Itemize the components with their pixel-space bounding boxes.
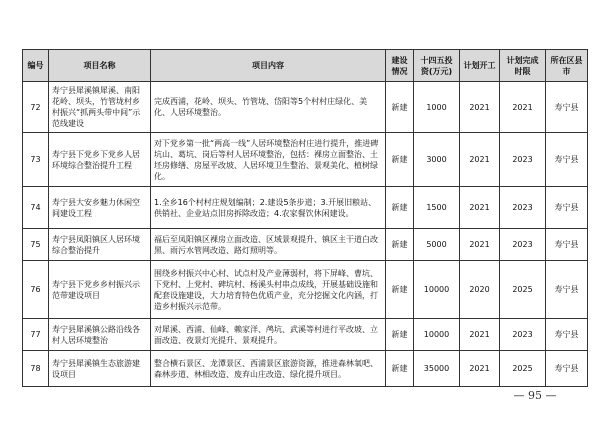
cell-project-content: 对犀溪、西浦、仙峰、赖家洋、鸬坑、武溪等村进行平改坡、立面改造、夜景灯光提升、景观提升。 [151,319,386,351]
table-row [23,261,588,319]
cell-county: 寿宁县 [546,319,588,351]
cell-investment: 1500 [414,187,460,229]
cell-number: 76 [23,261,49,319]
cell-county: 寿宁县 [546,229,588,261]
header-investment: 十四五投资(万元) [414,50,460,82]
cell-county: 寿宁县 [546,261,588,319]
cell-status: 新建 [386,319,414,351]
cell-project-name: 寿宁县犀溪镇生态旅游建设项目 [49,351,151,387]
cell-status: 新建 [386,261,414,319]
cell-start: 2021 [460,133,500,187]
cell-start: 2021 [460,82,500,133]
table-row [23,133,588,187]
header-project-content: 项目内容 [151,50,386,82]
cell-status: 新建 [386,133,414,187]
cell-start: 2021 [460,187,500,229]
cell-start: 2021 [460,319,500,351]
header-county: 所在区县市 [546,50,588,82]
cell-county: 寿宁县 [546,133,588,187]
cell-investment: 5000 [414,229,460,261]
cell-project-name: 寿宁县下党乡下党乡人居环境综合整治提升工程 [49,133,151,187]
cell-finish: 2023 [500,319,546,351]
cell-project-name: 寿宁县大安乡魅力休闲空间建设工程 [49,187,151,229]
cell-finish: 2023 [500,133,546,187]
header-planned-start: 计划开工 [460,50,500,82]
cell-county: 寿宁县 [546,82,588,133]
table-row [23,229,588,261]
cell-start: 2021 [460,229,500,261]
project-table [22,49,588,387]
header-planned-finish: 计划完成时限 [500,50,546,82]
page-number: — 95 — [513,389,557,402]
cell-status: 新建 [386,229,414,261]
cell-project-content: 1.全乡16个村村庄规划编制；2.建设5条步道；3.开展旧粮站、供销社、企业站点旧房拆除改造；4.农家餐饮休闲建设。 [151,187,386,229]
cell-investment: 3000 [414,133,460,187]
cell-status: 新建 [386,82,414,133]
cell-project-name: 寿宁县下党乡乡村振兴示范带建设项目 [49,261,151,319]
cell-project-name: 寿宁县凤阳镇区人居环境综合整治提升 [49,229,151,261]
cell-investment: 10000 [414,261,460,319]
cell-finish: 2023 [500,187,546,229]
cell-investment: 35000 [414,351,460,387]
cell-project-content: 完成西浦，花岭、坝头、竹管垅、岱阳等5个村村庄绿化、美化、人居环境整治。 [151,82,386,133]
cell-project-content: 对下党乡第一批“两高一线”人居环境整治村庄进行提升，推进碑坑山、葛坑、岗后等村人居环境整治，包括：裸房立面整治、土坯房修缮、房屋平改坡、人居环境卫生整治、景观美化、植树绿化。 [151,133,386,187]
cell-number: 73 [23,133,49,187]
table-row [23,82,588,133]
cell-status: 新建 [386,351,414,387]
cell-finish: 2021 [500,82,546,133]
cell-project-content: 福后至凤阳镇区裸房立面改造、区域景观提升、镇区主干道白改黑、雨污水管网改造、路灯照明等。 [151,229,386,261]
cell-county: 寿宁县 [546,351,588,387]
cell-project-content: 整合横石景区、龙潭景区、西浦景区旅游资源，推进森林氧吧、森林步道、林相改造、废弃山庄改造、绿化提升项目。 [151,351,386,387]
cell-project-name: 寿宁县犀溪镇犀溪、南阳花岭、坝头，竹管垅村乡村振兴“抓两头带中间”示范线建设 [49,82,151,133]
cell-number: 78 [23,351,49,387]
cell-status: 新建 [386,187,414,229]
header-construction-status: 建设情况 [386,50,414,82]
table-row [23,187,588,229]
cell-project-content: 围绕乡村振兴中心村、试点村及产业薄弱村，将下屏峰、曹坑、下党村、上党村、碑坑村、杨溪头村串点成线，开展基础设施和配套设施建设，大力培育特色优质产业，充分挖掘文化内涵，打造乡村振兴示范带。 [151,261,386,319]
cell-number: 72 [23,82,49,133]
table-row [23,351,588,387]
cell-investment: 10000 [414,319,460,351]
cell-number: 77 [23,319,49,351]
cell-number: 74 [23,187,49,229]
cell-finish: 2025 [500,261,546,319]
cell-start: 2021 [460,351,500,387]
header-number: 编号 [23,50,49,82]
cell-project-name: 寿宁县犀溪镇公路沿线各村人居环境整治 [49,319,151,351]
cell-investment: 1000 [414,82,460,133]
table-row [23,319,588,351]
cell-finish: 2023 [500,229,546,261]
cell-number: 75 [23,229,49,261]
cell-start: 2020 [460,261,500,319]
cell-county: 寿宁县 [546,187,588,229]
header-project-name: 项目名称 [49,50,151,82]
table-header-row [23,50,588,82]
cell-finish: 2025 [500,351,546,387]
